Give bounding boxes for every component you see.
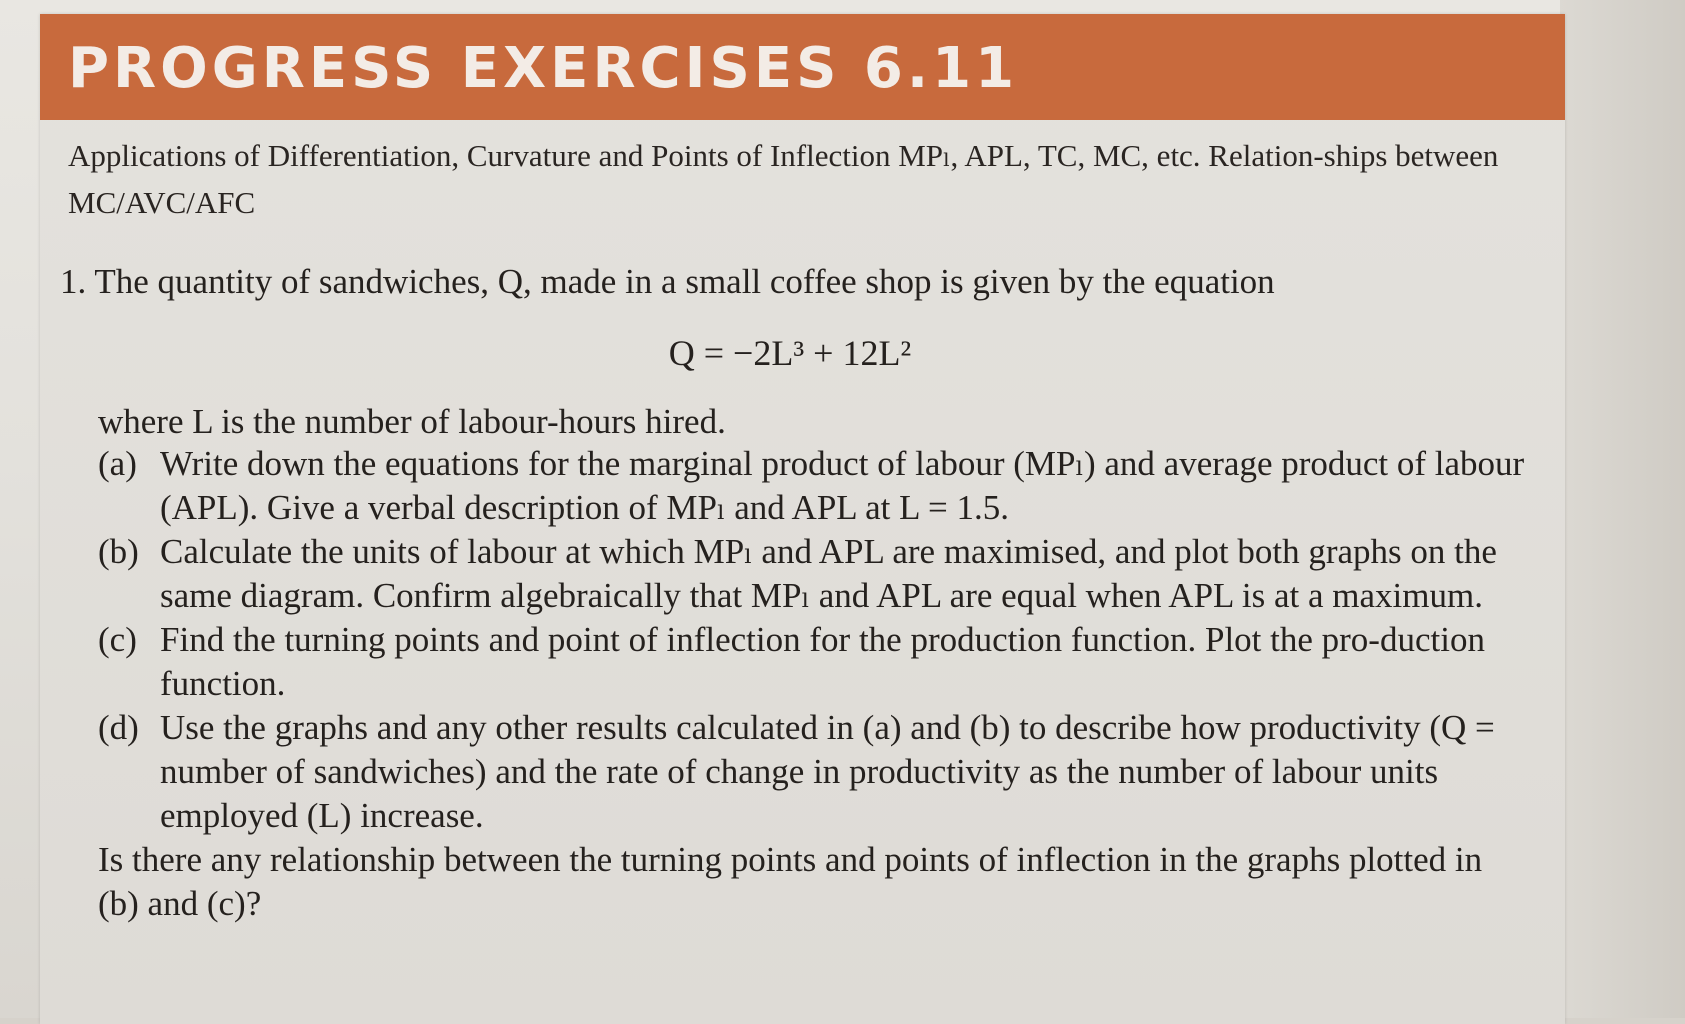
header-title: PROGRESS EXERCISES 6.11 bbox=[68, 36, 1019, 101]
production-equation: Q = −2L³ + 12L² bbox=[668, 333, 912, 373]
section-subtitle: Applications of Differentiation, Curvature and Points of Inflection MPₗ, APL, TC, MC, etc. Relation-ships between MC/AVC/AFC bbox=[68, 138, 1499, 220]
part-letter: (d) bbox=[98, 708, 139, 747]
part-text: Use the graphs and any other results calculated in (a) and (b) to describe how productivity (Q = number of sandwiches) and the rate of change in productivity as the number of labour units employed (L) increase. bbox=[160, 708, 1495, 835]
part-b bbox=[98, 530, 1528, 618]
part-letter: (a) bbox=[98, 444, 137, 483]
question-number: 1. bbox=[60, 262, 87, 301]
question-intro-line bbox=[60, 262, 1550, 302]
part-text: Calculate the units of labour at which MPₗ and APL are maximised, and plot both graphs on the same diagram. Confirm algebraically that MPₗ and APL are equal when APL is at a maximum. bbox=[160, 532, 1497, 615]
part-letter: (b) bbox=[98, 532, 139, 571]
question-parts bbox=[98, 442, 1528, 926]
part-d bbox=[98, 706, 1528, 838]
question-1 bbox=[60, 262, 1550, 923]
part-letter: (c) bbox=[98, 620, 137, 659]
background-edge bbox=[1560, 0, 1685, 1018]
part-text: Write down the equations for the marginal product of labour (MPₗ) and average product of labour (APL). Give a verbal description of MPₗ and APL at L = 1.5. bbox=[160, 444, 1525, 527]
part-a bbox=[98, 442, 1528, 530]
part-c bbox=[98, 618, 1528, 706]
closing-question: Is there any relationship between the turning points and points of inflection in the graphs plotted in (b) and (c)? bbox=[98, 840, 1483, 923]
part-text: Find the turning points and point of inflection for the production function. Plot the pro-duction function. bbox=[160, 620, 1485, 703]
variable-definition: where L is the number of labour-hours hired. bbox=[98, 402, 726, 441]
question-intro: The quantity of sandwiches, Q, made in a small coffee shop is given by the equation bbox=[94, 262, 1275, 301]
